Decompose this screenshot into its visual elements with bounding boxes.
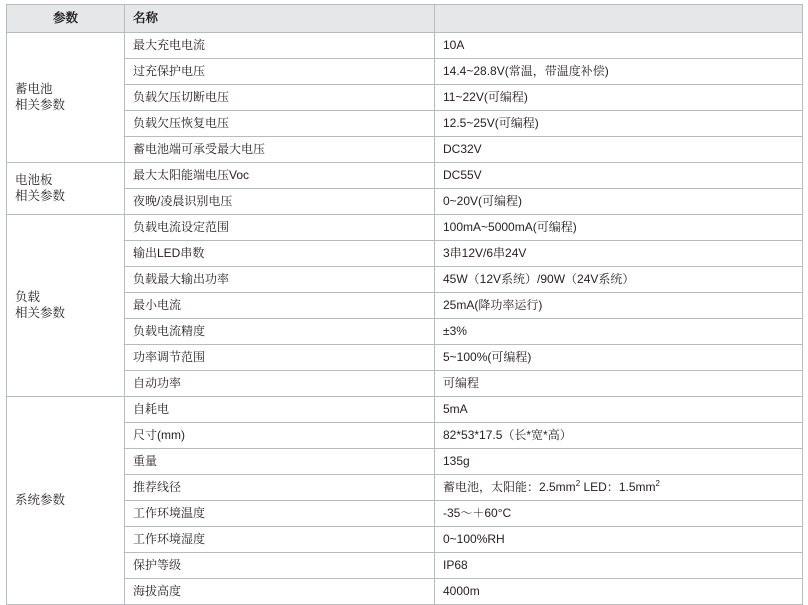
spec-name-cell: 负载最大输出功率: [125, 267, 435, 293]
spec-name-cell: 自动功率: [125, 371, 435, 397]
table-row: [7, 293, 803, 319]
spec-name-cell: 蓄电池端可承受最大电压: [125, 137, 435, 163]
table-row: [7, 163, 803, 189]
column-header-name: 名称: [125, 5, 435, 33]
table-row: [7, 553, 803, 579]
spec-name-cell: 最小电流: [125, 293, 435, 319]
table-body: [7, 33, 803, 605]
table-row: [7, 527, 803, 553]
table-row: [7, 59, 803, 85]
spec-value-cell: 11~22V(可编程): [435, 85, 803, 111]
table-row: [7, 345, 803, 371]
spec-name-cell: 海拔高度: [125, 579, 435, 605]
table-row: [7, 85, 803, 111]
table-row: [7, 475, 803, 501]
table-row: [7, 319, 803, 345]
spec-name-cell: 重量: [125, 449, 435, 475]
spec-value-cell: IP68: [435, 553, 803, 579]
spec-name-cell: 输出LED串数: [125, 241, 435, 267]
spec-value-cell: 45W（12V系统）/90W（24V系统）: [435, 267, 803, 293]
spec-value-cell: 3串12V/6串24V: [435, 241, 803, 267]
table-row: [7, 449, 803, 475]
table-row: [7, 215, 803, 241]
spec-name-cell: 功率调节范围: [125, 345, 435, 371]
spec-value-cell: 0~20V(可编程): [435, 189, 803, 215]
table-row: [7, 501, 803, 527]
parameter-group-label: 蓄电池 相关参数: [7, 33, 125, 163]
table-row: [7, 241, 803, 267]
spec-value-cell: 14.4~28.8V(常温，带温度补偿): [435, 59, 803, 85]
spec-value-cell: 100mA~5000mA(可编程): [435, 215, 803, 241]
spec-value-cell: 12.5~25V(可编程): [435, 111, 803, 137]
spec-value-cell: 10A: [435, 33, 803, 59]
table-row: [7, 33, 803, 59]
spec-value-cell: 4000m: [435, 579, 803, 605]
column-header-parameter: 参数: [7, 5, 125, 33]
spec-name-cell: 自耗电: [125, 397, 435, 423]
table-header-row: [7, 5, 803, 33]
table-header: [7, 5, 803, 33]
spec-value-cell: DC32V: [435, 137, 803, 163]
spec-value-cell: ±3%: [435, 319, 803, 345]
spec-value-cell: 0~100%RH: [435, 527, 803, 553]
spec-name-cell: 最大充电电流: [125, 33, 435, 59]
spec-name-cell: 负载欠压恢复电压: [125, 111, 435, 137]
parameter-group-label: 电池板 相关参数: [7, 163, 125, 215]
table-row: [7, 579, 803, 605]
spec-name-cell: 推荐线径: [125, 475, 435, 501]
spec-name-cell: 夜晚/凌晨识别电压: [125, 189, 435, 215]
spec-name-cell: 工作环境湿度: [125, 527, 435, 553]
spec-value-cell: DC55V: [435, 163, 803, 189]
spec-value-cell: 可编程: [435, 371, 803, 397]
spec-name-cell: 工作环境温度: [125, 501, 435, 527]
spec-value-cell: 82*53*17.5（长*宽*高）: [435, 423, 803, 449]
spec-value-cell: 蓄电池，太阳能：$2.5mm^2$ LED：$1.5mm^2$: [435, 475, 803, 501]
spec-value-cell: -35～＋60°C: [435, 501, 803, 527]
spec-name-cell: 过充保护电压: [125, 59, 435, 85]
spec-name-cell: 保护等级: [125, 553, 435, 579]
column-header-value: [435, 5, 803, 33]
table-row: [7, 397, 803, 423]
spec-value-cell: 5mA: [435, 397, 803, 423]
spec-value-cell: 135g: [435, 449, 803, 475]
spec-name-cell: 负载欠压切断电压: [125, 85, 435, 111]
spec-value-cell: 25mA(降功率运行): [435, 293, 803, 319]
specification-table: [6, 4, 803, 605]
table-row: [7, 189, 803, 215]
parameter-group-label: 负载 相关参数: [7, 215, 125, 397]
spec-name-cell: 负载电流设定范围: [125, 215, 435, 241]
table-row: [7, 267, 803, 293]
spec-name-cell: 尺寸(mm): [125, 423, 435, 449]
spec-name-cell: 负载电流精度: [125, 319, 435, 345]
spec-name-cell: 最大太阳能端电压Voc: [125, 163, 435, 189]
table-row: [7, 371, 803, 397]
table-row: [7, 137, 803, 163]
table-row: [7, 423, 803, 449]
table-row: [7, 111, 803, 137]
spec-value-cell: 5~100%(可编程): [435, 345, 803, 371]
parameter-group-label: 系统参数: [7, 397, 125, 605]
